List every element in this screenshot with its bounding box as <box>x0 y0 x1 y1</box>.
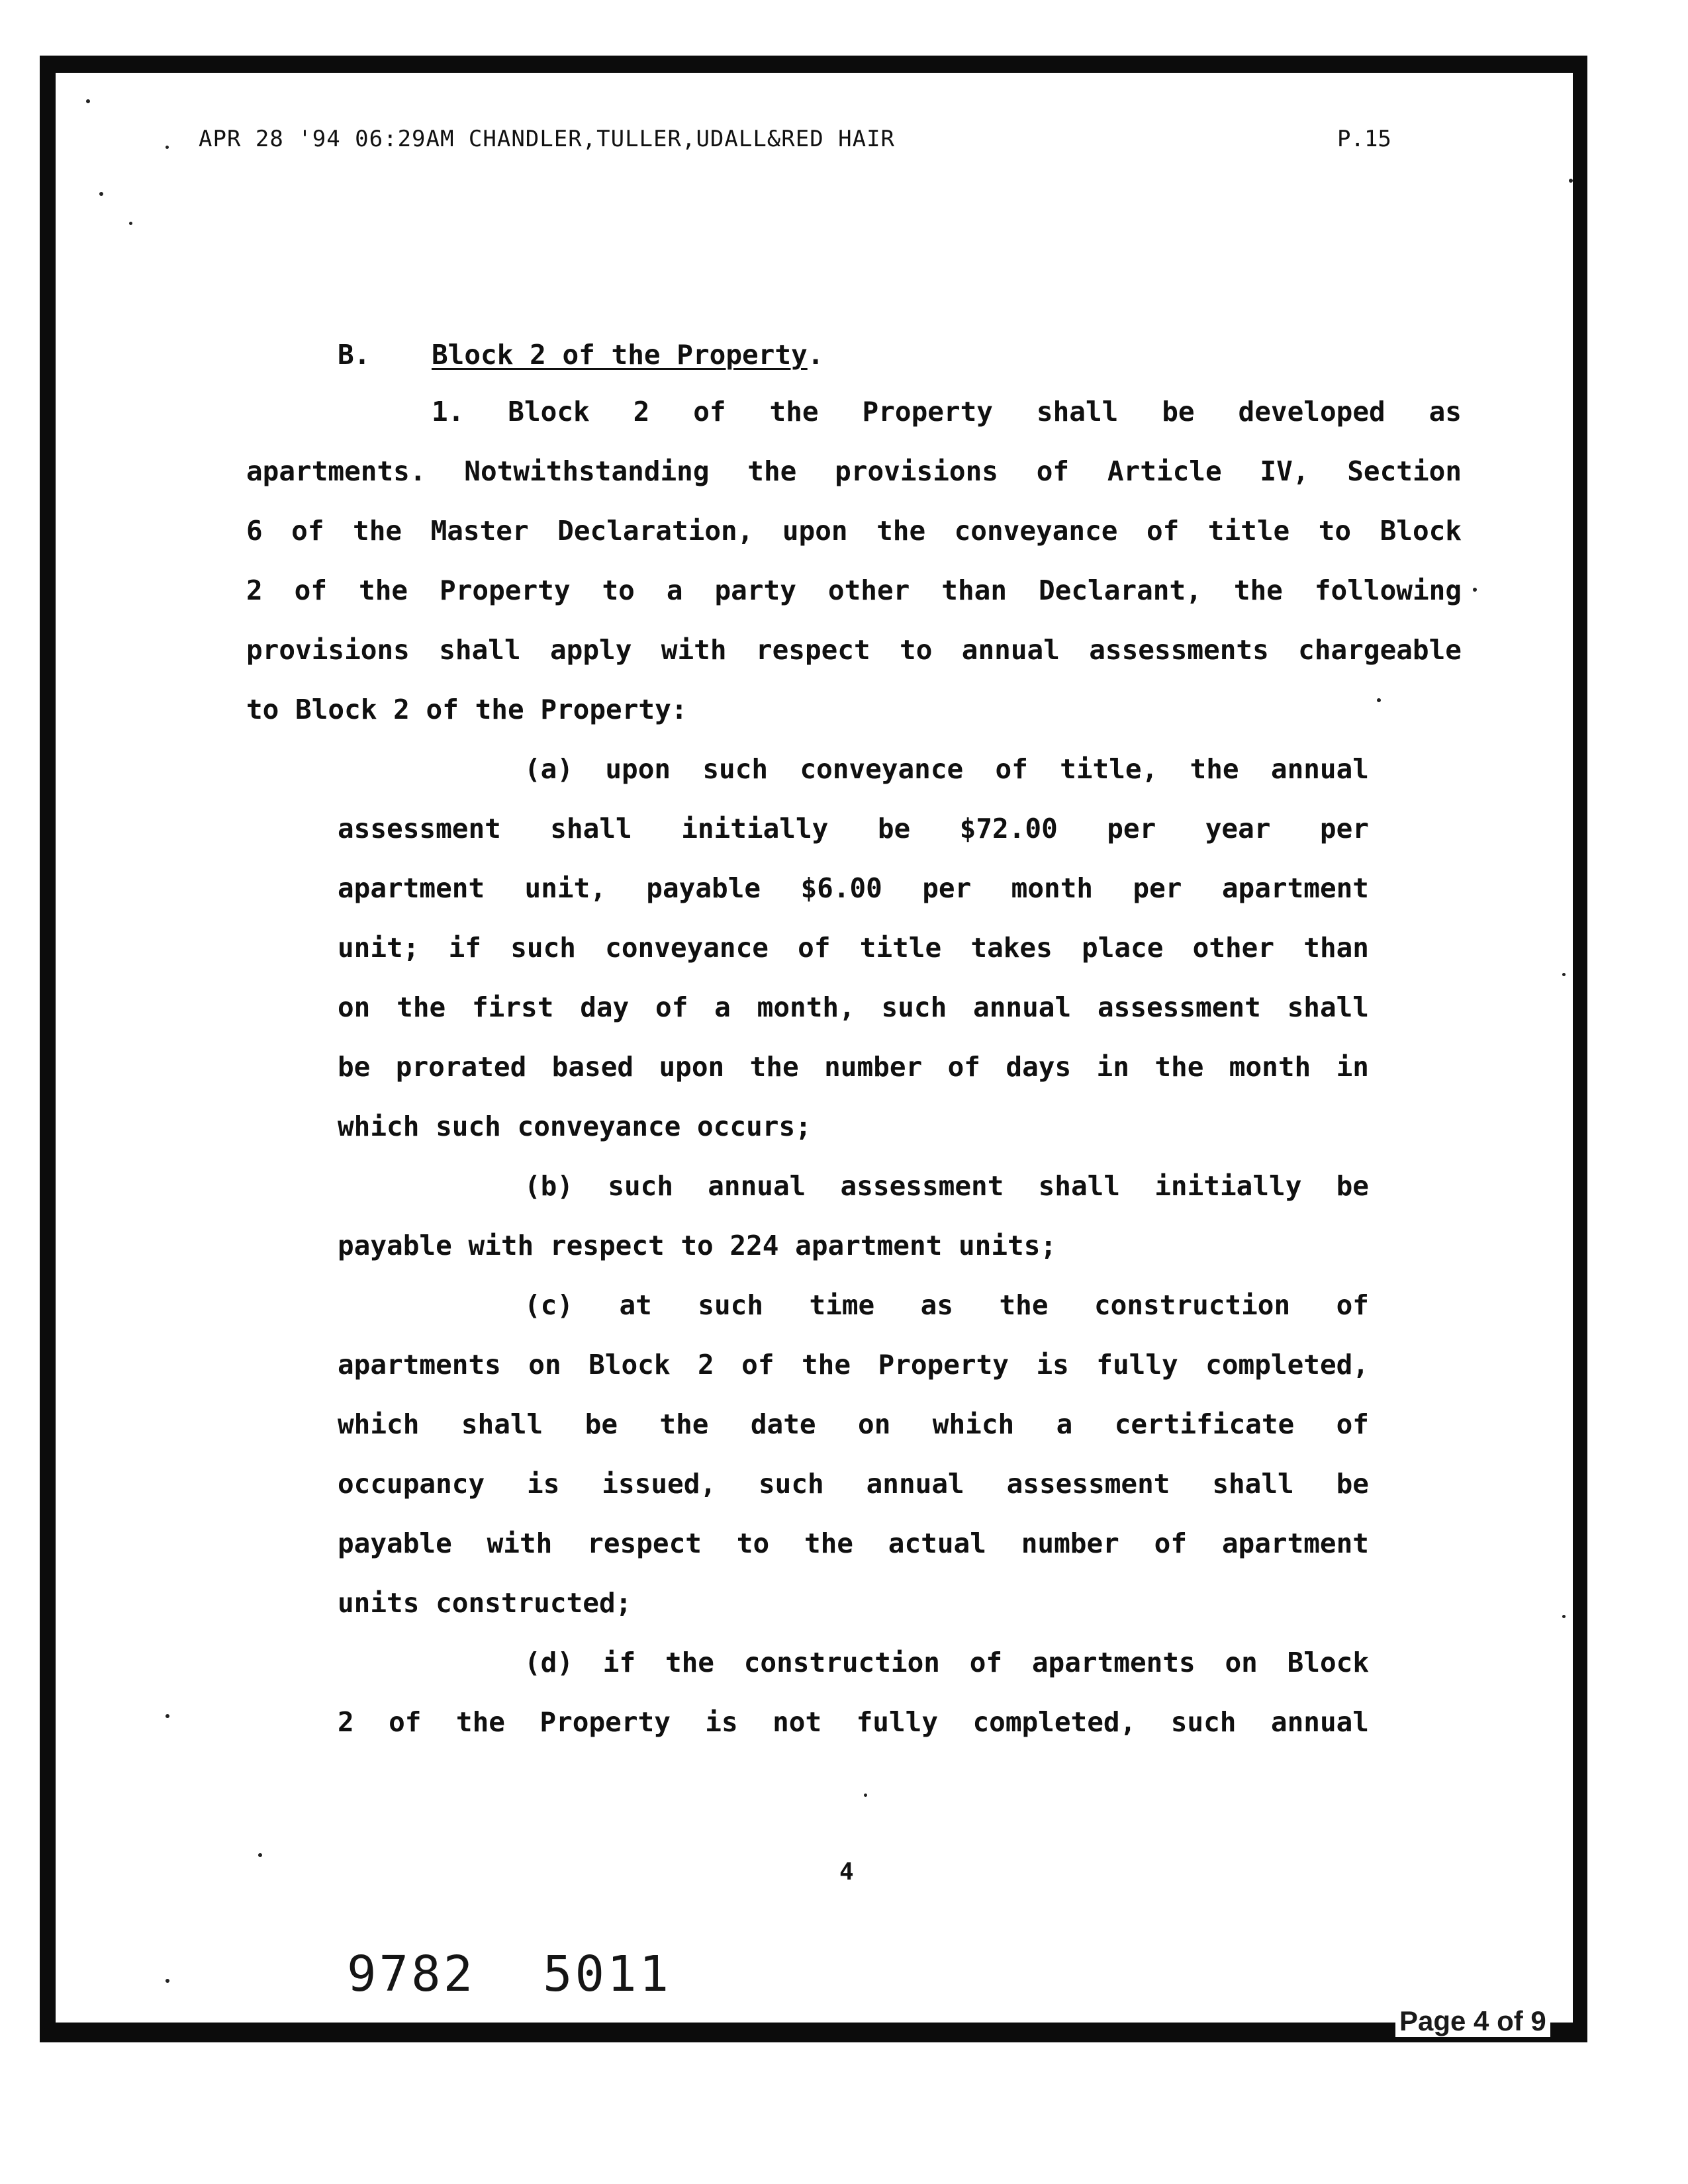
scan-speck <box>129 222 132 225</box>
section-heading <box>432 339 823 371</box>
paragraph-1-line: 2 of the Property to a party other than Declarant, the following <box>246 574 1462 606</box>
item-a-line: which such conveyance occurs; <box>338 1111 812 1142</box>
item-c-line: apartments on Block 2 of the Property is fully completed, <box>338 1349 1369 1381</box>
item-c-line: occupancy is issued, such annual assessment shall be <box>338 1468 1369 1500</box>
item-b-line: payable with respect to 224 apartment units; <box>338 1230 1057 1261</box>
item-d-line: (d) if the construction of apartments on Block <box>524 1647 1369 1678</box>
scan-speck <box>165 146 169 149</box>
section-label: B. <box>338 339 371 371</box>
item-a-line: on the first day of a month, such annual assessment shall <box>338 991 1369 1023</box>
item-a-line: assessment shall initially be $72.00 per year per <box>338 813 1369 844</box>
scan-speck <box>1377 698 1381 702</box>
item-a-line: be prorated based upon the number of days in the month in <box>338 1051 1369 1083</box>
scan-speck <box>86 99 90 103</box>
scan-speck <box>258 1853 262 1857</box>
paragraph-1-line: apartments. Notwithstanding the provisions of Article IV, Section <box>246 455 1462 487</box>
page-number: 4 <box>839 1858 854 1886</box>
item-c-line: payable with respect to the actual number of apartment <box>338 1527 1369 1559</box>
item-d-line: 2 of the Property is not fully completed, such annual <box>338 1706 1369 1738</box>
item-a-line: unit; if such conveyance of title takes place other than <box>338 932 1369 964</box>
item-a-line: apartment unit, payable $6.00 per month per apartment <box>338 872 1369 904</box>
fax-page-number: P.15 <box>1337 126 1391 152</box>
scan-speck <box>1562 1615 1566 1618</box>
paragraph-1-line: 1. Block 2 of the Property shall be developed as <box>432 396 1462 428</box>
page-of-indicator: Page 4 of 9 <box>1395 2005 1550 2037</box>
paragraph-1-line: provisions shall apply with respect to annual assessments chargeable <box>246 634 1462 666</box>
scan-speck <box>99 192 103 196</box>
item-a-line: (a) upon such conveyance of title, the annual <box>524 753 1369 785</box>
scan-speck <box>864 1794 867 1797</box>
item-c-line: which shall be the date on which a certificate of <box>338 1408 1369 1440</box>
scan-speck <box>1569 179 1573 183</box>
paragraph-1-line: 6 of the Master Declaration, upon the conveyance of title to Block <box>246 515 1462 547</box>
item-b-line: (b) such annual assessment shall initially be <box>524 1170 1369 1202</box>
item-c-line: units constructed; <box>338 1587 632 1619</box>
handwritten-number-right: 5011 <box>543 1946 672 2003</box>
paragraph-1-line: to Block 2 of the Property: <box>246 694 688 725</box>
section-title-punct: . <box>807 339 824 371</box>
fax-header: APR 28 '94 06:29AM CHANDLER,TULLER,UDALL&RED HAIR <box>199 126 896 152</box>
handwritten-number-left: 9782 <box>347 1946 476 2003</box>
scan-speck <box>165 1979 169 1983</box>
section-title: Block 2 of the Property <box>432 339 808 371</box>
item-c-line: (c) at such time as the construction of <box>524 1289 1369 1321</box>
scan-speck <box>165 1714 169 1718</box>
scan-speck <box>1562 973 1566 976</box>
scan-speck <box>1473 588 1477 592</box>
